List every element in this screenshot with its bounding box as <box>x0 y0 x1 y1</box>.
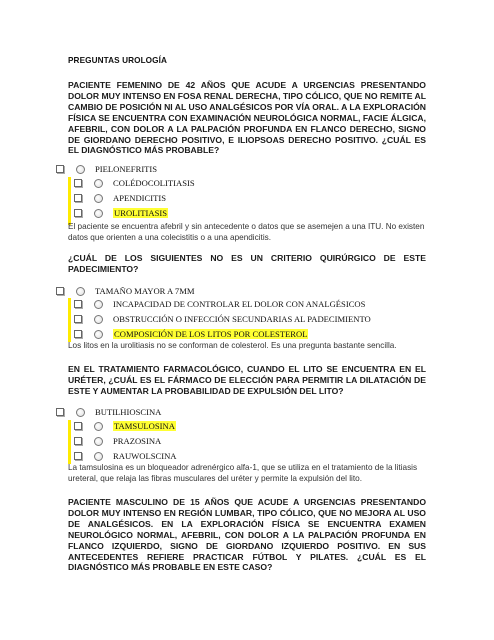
radio-button[interactable] <box>94 194 103 203</box>
option-label: RAUWOLSCINA <box>113 451 177 461</box>
question-3-explanation: La tamsulosina es un bloqueador adrenérgico alfa-1, que se utiliza en el tratamiento de la litiasis ureteral, que relaja las fibras musculares del uréter y permite la expulsión del lito. <box>68 463 418 483</box>
question-1-option-1[interactable] <box>56 163 157 175</box>
option-label: INCAPACIDAD DE CONTROLAR EL DOLOR CON ANALGÉSICOS <box>113 299 366 309</box>
radio-button[interactable] <box>76 408 85 417</box>
radio-button[interactable] <box>94 437 103 446</box>
question-3-option-2[interactable] <box>74 420 176 432</box>
option-label: TAMAÑO MAYOR A 7MM <box>95 286 195 296</box>
question-1-option-4[interactable] <box>74 207 168 219</box>
question-2-option-2[interactable] <box>74 298 365 310</box>
checkbox[interactable] <box>74 452 82 460</box>
question-4-text: PACIENTE MASCULINO DE 15 AÑOS QUE ACUDE A URGENCIAS PRESENTANDO DOLOR MUY INTENSO EN REGIÓN LUMBAR, TIPO CÓLICO, QUE NO MEJORA AL USO DE ANALGÉSICOS. EN LA EXPLORACIÓN FÍSICA SE ENCUENTRA EXAMEN NEUROLÓGICO NORMAL, AFEBRIL, CON DOLOR A LA PALPACIÓN PROFUNDA EN FLANCO IZQUIERDO, SIGNO DE GIORDANO IZQUIERDO POSITIVO. EN SUS ANTECEDENTES REFIERE PRACTICAR FÚTBOL Y PILATES. ¿CUÁL ES EL DIAGNÓSTICO MÁS PROBABLE EN ESTE CASO? <box>68 497 426 573</box>
highlight-bar <box>68 298 71 342</box>
question-3-option-3[interactable] <box>74 435 161 447</box>
page-title: PREGUNTAS UROLOGÍA <box>68 56 167 65</box>
question-2-option-3[interactable] <box>74 313 371 325</box>
option-label-correct: COMPOSICIÓN DE LOS LITOS POR COLESTEROL <box>114 329 308 339</box>
question-2-option-1[interactable] <box>56 285 195 297</box>
question-1-option-2[interactable] <box>74 177 195 189</box>
question-1-text: PACIENTE FEMENINO DE 42 AÑOS QUE ACUDE A URGENCIAS PRESENTANDO DOLOR MUY INTENSO EN FOSA RENAL DERECHA, TIPO CÓLICO, QUE NO REMITE AL CAMBIO DE POSICIÓN NI AL USO ANALGÉSICOS POR VÍA ORAL. A LA EXPLORACIÓN FÍSICA SE ENCUENTRA CON EXAMINACIÓN NEUROLÓGICA NORMAL, FACIE ÁLGICA, AFEBRIL, CON DOLOR A LA PALPACIÓN PROFUNDA EN FLANCO DERECHO, SIGNO DE GIORDANO DERECHO POSITIVO, E ILIOPSOAS DERECHO POSITIVO. ¿CUÁL ES EL DIAGNÓSTICO MÁS PROBABLE? <box>68 80 426 156</box>
radio-button[interactable] <box>94 330 103 339</box>
radio-button[interactable] <box>94 179 103 188</box>
radio-button[interactable] <box>94 209 103 218</box>
radio-button[interactable] <box>94 422 103 431</box>
option-label: BUTILHIOSCINA <box>95 407 162 417</box>
checkbox[interactable] <box>74 300 82 308</box>
option-label: OBSTRUCCIÓN O INFECCIÓN SECUNDARIAS AL PADECIMIENTO <box>113 314 371 324</box>
radio-button[interactable] <box>94 300 103 309</box>
checkbox[interactable] <box>74 194 82 202</box>
radio-button[interactable] <box>76 287 85 296</box>
question-1-explanation: El paciente se encuentra afebril y sin antecedente o datos que se asemejen a una ITU. No existen datos que orienten a una colecistitis o a una apendicitis. <box>68 222 425 242</box>
question-1-option-3[interactable] <box>74 192 166 204</box>
question-3-text: EN EL TRATAMIENTO FARMACOLÓGICO, CUANDO EL LITO SE ENCUENTRA EN EL URÉTER, ¿CUÁL ES EL FÁRMACO DE ELECCIÓN PARA PERMITIR LA DILATACIÓN DE ESTE Y AUMENTAR LA PROBABILIDAD DE EXPULSIÓN DEL LITO? <box>68 364 426 396</box>
checkbox[interactable] <box>74 437 82 445</box>
question-2-text: ¿CUÁL DE LOS SIGUIENTES NO ES UN CRITERIO QUIRÚRGICO DE ESTE PADECIMIENTO? <box>68 253 426 274</box>
question-3-option-1[interactable] <box>56 406 161 418</box>
question-2-option-4[interactable] <box>74 328 308 340</box>
checkbox[interactable] <box>74 179 82 187</box>
checkbox[interactable] <box>74 422 82 430</box>
option-label: PIELONEFRITIS <box>95 164 158 174</box>
checkbox[interactable] <box>74 330 82 338</box>
option-label-correct: TAMSULOSINA <box>114 421 175 431</box>
question-3-option-4[interactable] <box>74 450 177 462</box>
option-label-correct: UROLITIASIS <box>114 208 167 218</box>
option-label: PRAZOSINA <box>113 436 162 446</box>
checkbox[interactable] <box>74 315 82 323</box>
checkbox[interactable] <box>56 165 64 173</box>
option-label: APENDICITIS <box>113 193 166 203</box>
question-2-explanation: Los litos en la urolitiasis no se conforman de colesterol. Es una pregunta bastante sencilla. <box>68 341 397 350</box>
checkbox[interactable] <box>56 408 64 416</box>
highlight-bar <box>68 177 71 225</box>
highlight-bar <box>68 420 71 464</box>
checkbox[interactable] <box>56 287 64 295</box>
radio-button[interactable] <box>76 165 85 174</box>
radio-button[interactable] <box>94 452 103 461</box>
radio-button[interactable] <box>94 315 103 324</box>
option-label: COLÉDOCOLITIASIS <box>113 178 195 188</box>
checkbox[interactable] <box>74 209 82 217</box>
